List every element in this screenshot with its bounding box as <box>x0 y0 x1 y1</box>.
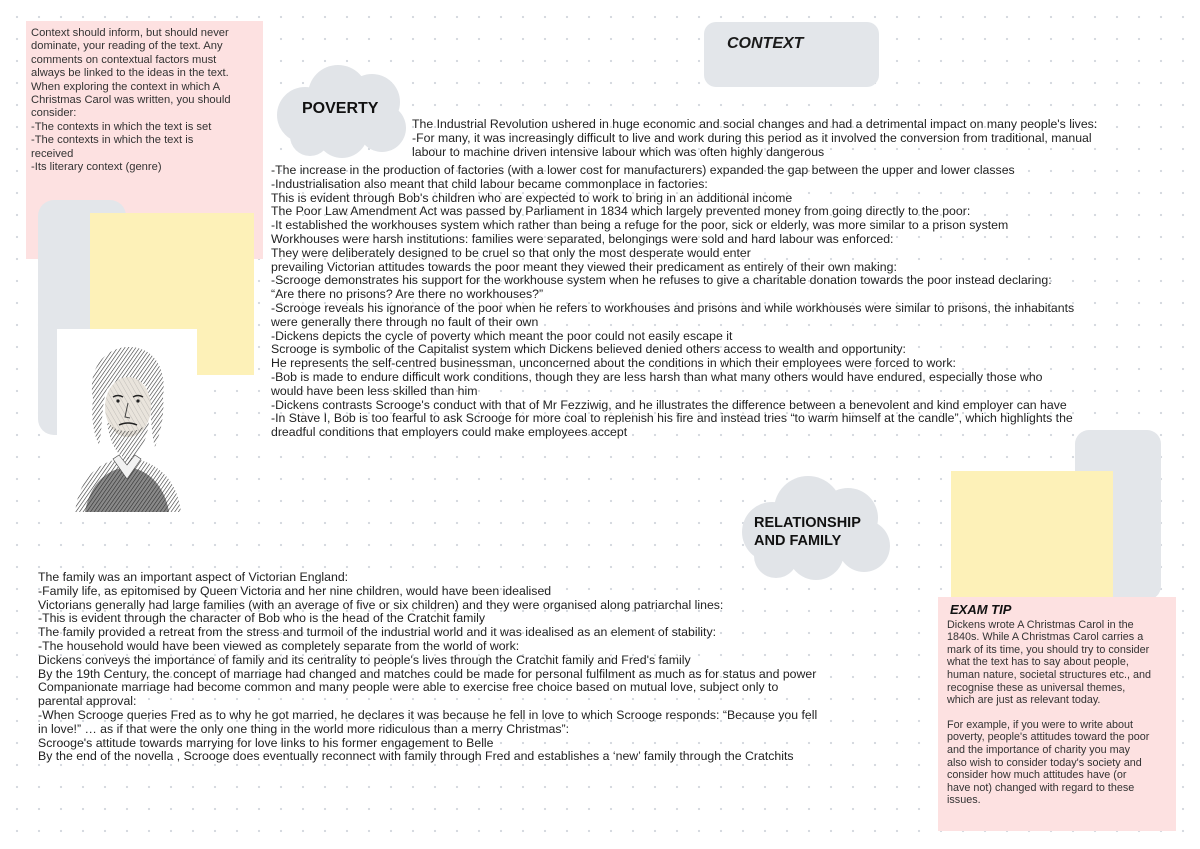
text-line: Companionate marriage had become common and many people were able to exercise free choice based on mutual love, subject only to <box>38 680 779 695</box>
exam-tip-line: and the importance of charity you may <box>947 743 1131 756</box>
exam-tip-line: mark of its time, you should try to consider <box>947 643 1150 656</box>
exam-tip-line: human nature, societal structures etc., and <box>947 668 1152 681</box>
intro-line: dominate, your reading of the text. Any <box>31 40 223 53</box>
text-line: -Dickens depicts the cycle of poverty which meant the poor could not easily escape it <box>271 328 733 343</box>
exam-tip-line: consider how much attitudes have (or <box>947 769 1127 782</box>
text-line: By the 19th Century, the concept of marriage had changed and matches could be made for personal fulfilment as much as for status and power <box>38 666 817 681</box>
text-line: -This is evident through the character of Bob who is the head of the Cratchit family <box>38 611 486 626</box>
text-line: parental approval: <box>38 694 137 709</box>
text-line: The family was an important aspect of Victorian England: <box>38 570 349 584</box>
text-line: were generally there through no fault of their own <box>271 314 539 329</box>
text-line: dreadful conditions that employers could make employees accept <box>271 425 628 440</box>
text-line: -The increase in the production of factories (with a lower cost for manufacturers) expanded the gap between the upper and lower classes <box>271 163 1015 177</box>
exam-tip-line: which are just as relevant today. <box>947 694 1101 707</box>
text-line: -Dickens contrasts Scrooge's conduct with that of Mr Fezziwig, and he illustrates the difference between a benevolent and kind employer can have <box>271 397 1067 412</box>
poverty-heading: POVERTY <box>302 100 379 117</box>
text-line: This is evident through Bob's children who are expected to work to bring in an additional income <box>271 190 793 205</box>
text-line: -Bob is made to endure difficult work conditions, though they are less harsh than what many others would have endured, especially those who <box>271 369 1043 384</box>
text-line: -Scrooge reveals his ignorance of the poor when he refers to workhouses and prisons and while workhouses were similar to prisons, the inhabitants <box>271 300 1075 315</box>
exam-tip-heading: EXAM TIP <box>950 602 1012 617</box>
exam-tip-spacer <box>947 707 1167 719</box>
exam-tip-line: what the text has to say about people, <box>947 656 1129 669</box>
relationship-heading-line: AND FAMILY <box>754 533 842 549</box>
exam-tip-line: For example, if you were to write about <box>947 718 1134 731</box>
poverty-body-text <box>271 164 1074 440</box>
exam-tip-line: have not) changed with regard to these <box>947 781 1135 794</box>
text-line: would have been less skilled than him <box>271 383 478 398</box>
exam-tip-line: recognise these as universal themes, <box>947 681 1126 694</box>
context-title-box[interactable] <box>704 22 879 87</box>
exam-tip-line: Dickens wrote A Christmas Carol in the <box>947 618 1134 631</box>
text-line: -When Scrooge queries Fred as to why he got married, he declares it was because he fell in love to which Scrooge responds: “Because you fell <box>38 707 818 722</box>
text-line: “Are there no prisons? Are there no workhouses?” <box>271 287 544 302</box>
text-line: -It established the workhouses system which rather than being a refuge for the poor, sick or elderly, was more similar to a prison system <box>271 218 1009 233</box>
text-line: Workhouses were harsh institutions: families were separated, belongings were sold and hard labour was enforced: <box>271 231 894 246</box>
exam-tip-line: poverty, people's attitudes toward the poor <box>947 731 1150 744</box>
text-line: The family provided a retreat from the stress and turmoil of the industrial world and it was idealised as an element of stability: <box>38 625 717 640</box>
text-line: -Scrooge demonstrates his support for the workhouse system when he refuses to give a charitable donation towards the poor instead declaring: <box>271 273 1052 288</box>
intro-line: consider: <box>31 107 77 120</box>
text-line: -The household would have been viewed as completely separate from the world of work: <box>38 638 520 653</box>
intro-line: always be linked to the ideas in the text. <box>31 67 229 80</box>
intro-line: -The contexts in which the text is set <box>31 120 212 133</box>
intro-line: -The contexts in which the text is <box>31 134 194 147</box>
text-line: The Industrial Revolution ushered in huge economic and social changes and had a detrimental impact on many people's lives: <box>412 117 1098 131</box>
text-line: By the end of the novella , Scrooge does eventually reconnect with family through Fred and establishes a ‘new’ family through the Cratchits <box>38 749 794 764</box>
text-line: Scrooge's attitude towards marrying for love links to his former engagement to Belle <box>38 735 494 750</box>
relationship-body-text <box>38 571 817 764</box>
intro-line: When exploring the context in which A <box>31 80 221 93</box>
text-line: -For many, it was increasingly difficult to live and work during this period as it involved the conversion from traditional, manual <box>412 130 1092 145</box>
text-line: They were deliberately designed to be cruel so that only the most desperate would enter <box>271 245 751 260</box>
relationship-heading-line: RELATIONSHIP <box>754 515 861 531</box>
author-portrait-image[interactable] <box>57 329 197 512</box>
text-line: He represents the self-centred businessman, unconcerned about the conditions in which their employees were forced to work: <box>271 356 956 371</box>
exam-tip-sticky-note[interactable] <box>938 597 1176 831</box>
text-line: in love!” … as if that were the only one thing in the world more ridiculous than a merry Christmas”: <box>38 721 570 736</box>
exam-tip-line: issues. <box>947 794 981 807</box>
text-line: prevailing Victorian attitudes towards the poor meant they viewed their predicament as entirely of their own making: <box>271 259 897 274</box>
poverty-intro-text <box>412 118 1097 159</box>
intro-line: Christmas Carol was written, you should <box>31 94 231 107</box>
text-line: -Industrialisation also meant that child labour became commonplace in factories: <box>271 176 708 191</box>
text-line: The Poor Law Amendment Act was passed by Parliament in 1834 which largely prevented money from going directly to the poor: <box>271 204 971 219</box>
relationship-heading <box>754 514 861 550</box>
context-heading: CONTEXT <box>727 35 804 52</box>
portrait-engraving-icon <box>57 329 197 512</box>
text-line: Scrooge is symbolic of the Capitalist system which Dickens believed denied others access to wealth and opportunity: <box>271 342 906 357</box>
text-line: -In Stave I, Bob is too fearful to ask Scrooge for more coal to replenish his fire and instead tries “to warm himself at the candle”, which highlights the <box>271 411 1073 426</box>
text-line: -Family life, as epitomised by Queen Victoria and her nine children, would have been idealised <box>38 583 552 598</box>
text-line: Victorians generally had large families (with an average of five or six children) and they were organised along patriarchal lines: <box>38 597 724 612</box>
intro-line: Context should inform, but should never <box>31 27 229 39</box>
intro-line: comments on contextual factors must <box>31 53 217 66</box>
text-line: Dickens conveys the importance of family and its centrality to people's lives through the Cratchit family and Fred's family <box>38 652 691 667</box>
exam-tip-line: 1840s. While A Christmas Carol carries a <box>947 631 1144 644</box>
intro-line: -Its literary context (genre) <box>31 161 162 174</box>
intro-line: received <box>31 147 74 160</box>
exam-tip-line: also wish to consider today's society and <box>947 756 1142 769</box>
text-line: labour to machine driven intensive labour which was often highly dangerous <box>412 144 825 159</box>
